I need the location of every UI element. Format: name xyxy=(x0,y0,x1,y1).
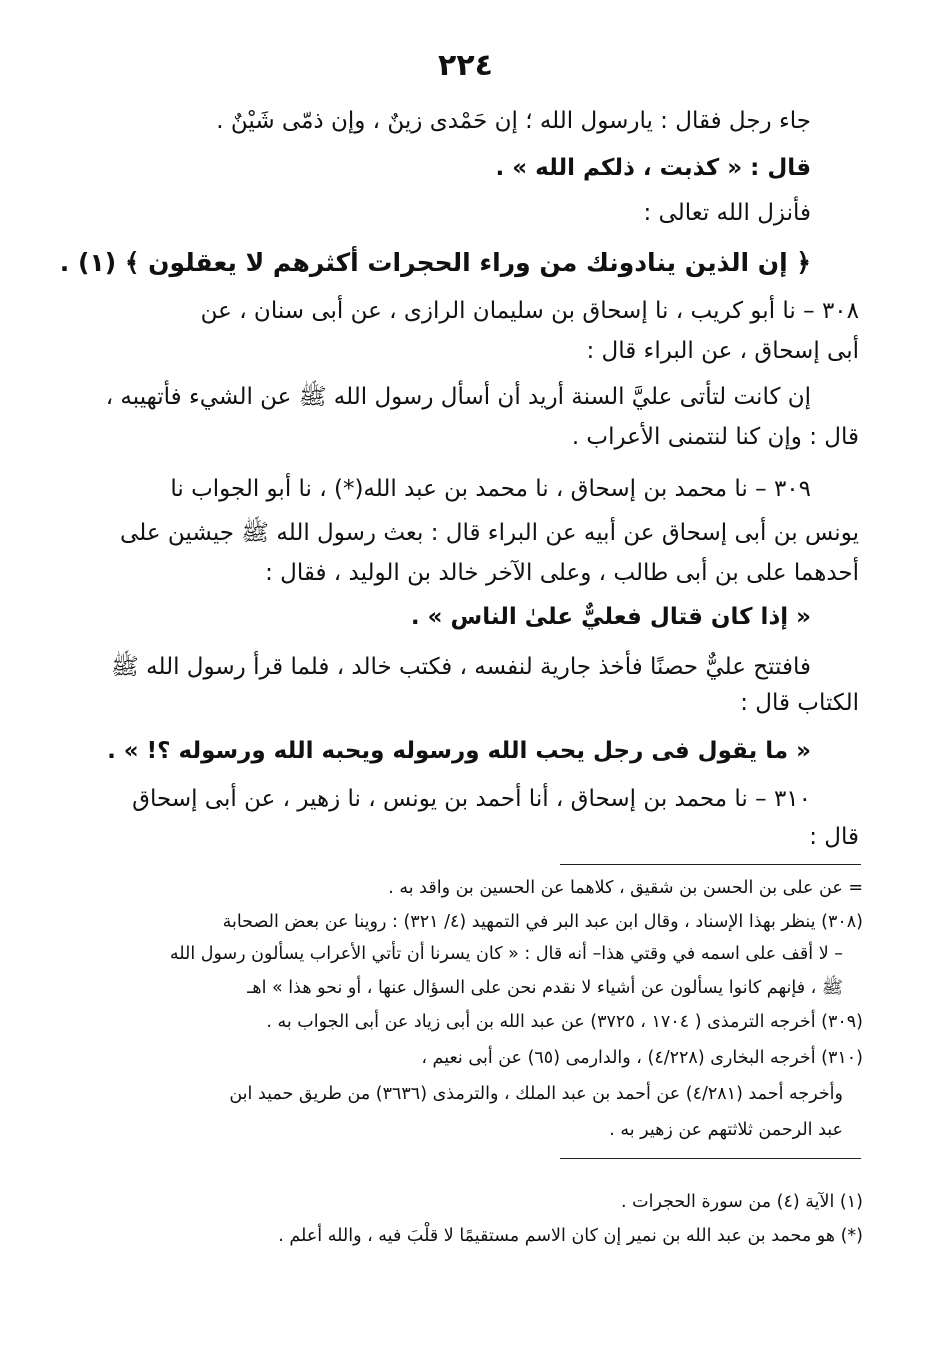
quoted-saying: « ما يقول فى رجل يحب الله ورسوله ويحبه الله ورسوله ؟! » . xyxy=(107,738,811,764)
text-line: فأنزل الله تعالى : xyxy=(643,200,811,226)
footnotes-separator xyxy=(560,1158,861,1159)
note-line: ﷺ ، فإنهم كانوا يسألون عن أشياء لا نقدم نحن على السؤال عنها ، أو نحو هذا » اهـ xyxy=(247,978,843,998)
text-line: الكتاب قال : xyxy=(740,690,859,716)
note-line: (٣١٠) أخرجه البخارى (٤/٢٢٨) ، والدارمى (٦٥) عن أبى نعيم ، xyxy=(421,1048,863,1068)
note-line: وأخرجه أحمد (٤/٢٨١) عن أحمد بن عبد الملك ، والترمذى (٣٦٣٦) من طريق حميد ابن xyxy=(229,1084,843,1104)
note-line: = عن على بن الحسن بن شقيق ، كلاهما عن الحسين بن واقد به . xyxy=(388,878,863,898)
footnote-1: (١) الآية (٤) من سورة الحجرات . xyxy=(621,1192,863,1212)
text-line: يونس بن أبى إسحاق عن أبيه عن البراء قال : بعث رسول الله ﷺ جيشين على xyxy=(120,520,859,546)
footnote-asterisk: (*) هو محمد بن عبد الله بن نمير إن كان الاسم مستقيمًا لا قلْبَ فيه ، والله أعلم . xyxy=(278,1226,863,1246)
text-line: جاء رجل فقال : يارسول الله ؛ إن حَمْدى زينٌ ، وإن ذمّى شَيْنٌ . xyxy=(216,108,811,134)
text-line: قال : « كذبت ، ذلكم الله » . xyxy=(495,155,811,181)
text-line: قال : وإن كنا لنتمنى الأعراب . xyxy=(571,424,859,450)
hadith-310-isnad: ٣١٠ – نا محمد بن إسحاق ، أنا أحمد بن يونس ، نا زهير ، عن أبى إسحاق xyxy=(132,786,811,812)
text-line: أبى إسحاق ، عن البراء قال : xyxy=(586,338,859,364)
text-line: أحدهما على بن أبى طالب ، وعلى الآخر خالد بن الوليد ، فقال : xyxy=(265,560,859,586)
page-number: ٢٢٤ xyxy=(438,48,493,83)
hadith-309-isnad: ٣٠٩ – نا محمد بن إسحاق ، نا محمد بن عبد الله(*) ، نا أبو الجواب نا xyxy=(170,476,811,502)
text-line: إن كانت لتأتى عليَّ السنة أريد أن أسأل رسول الله ﷺ عن الشيء فأتهيبه ، xyxy=(105,384,811,410)
note-line: – لا أقف على اسمه في وقتي هذا– أنه قال : « كان يسرنا أن تأتي الأعراب يسألون رسول الله xyxy=(169,944,843,964)
note-line: عبد الرحمن ثلاثتهم عن زهير به . xyxy=(609,1120,843,1140)
hadith-308-isnad: ٣٠٨ – نا أبو كريب ، نا إسحاق بن سليمان الرازى ، عن أبى سنان ، عن xyxy=(200,298,859,324)
text-line: فافتتح عليٌّ حصنًا فأخذ جارية لنفسه ، فكتب خالد ، فلما قرأ رسول الله ﷺ xyxy=(111,654,811,680)
quran-verse: ﴿ إن الذين ينادونك من وراء الحجرات أكثرهم لا يعقلون ﴾ (١) . xyxy=(59,248,811,277)
quoted-saying: « إذا كان قتال فعليٌّ علىٰ الناس » . xyxy=(410,604,811,630)
text-line: قال : xyxy=(809,824,859,850)
note-line: (٣٠٨) ينظر بهذا الإسناد ، وقال ابن عبد البر في التمهيد (٤/ ٣٢١) : روينا عن بعض الصحابة xyxy=(222,912,863,932)
note-line: (٣٠٩) أخرجه الترمذى ( ١٧٠٤ ، ٣٧٢٥) عن عبد الله بن أبى زياد عن أبى الجواب به . xyxy=(266,1012,863,1032)
notes-separator xyxy=(560,864,861,865)
